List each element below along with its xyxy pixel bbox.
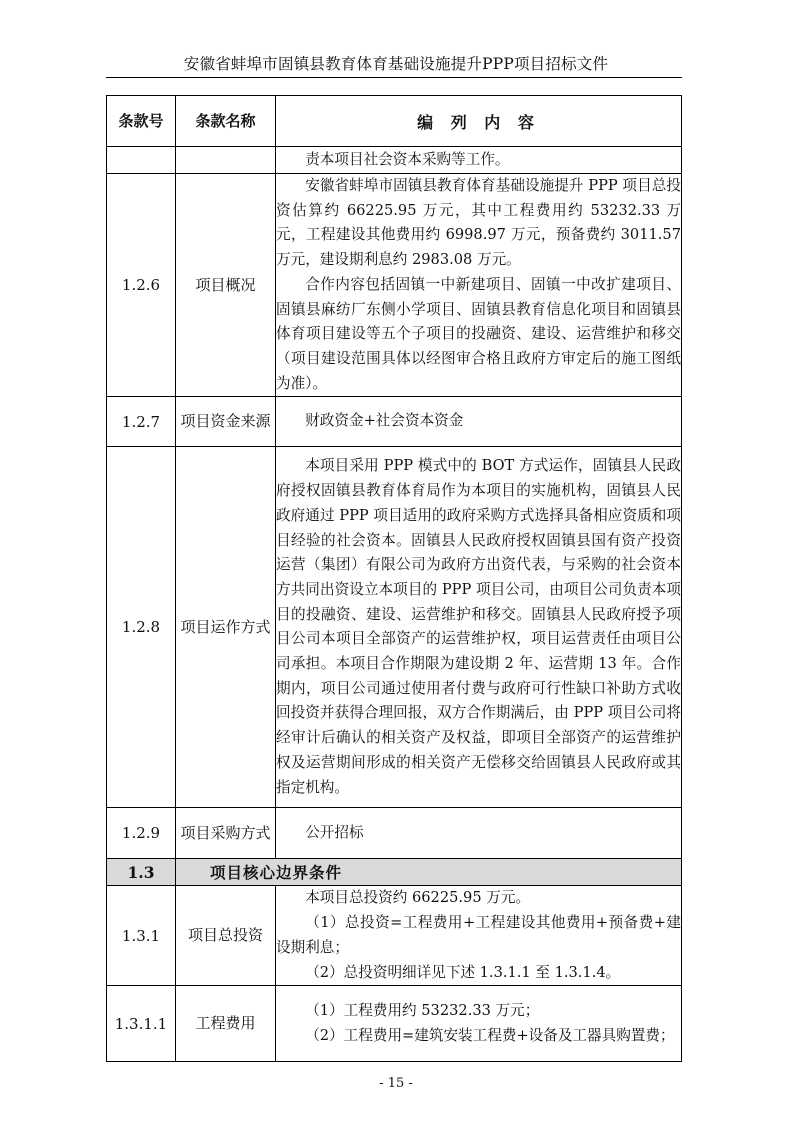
clause-name: 项目资金来源: [176, 397, 276, 447]
table-row: [107, 886, 682, 986]
content-paragraph: 本项目采用 PPP 模式中的 BOT 方式运作，固镇县人民政府授权固镇县教育体育局作为本项目的实施机构，固镇县人民政府通过 PPP 项目适用的政府采购方式选择具备相应资质和项目经验的社会资本。固镇县人民政府授权固镇县国有资产投资运营（集团）有限公司为政府方出资代表，与采购的社会资本方共同出资设立本项目的 PPP 项目公司，由项目公司负责本项目的投融资、建设、运营维护和移交。固镇县人民政府授予项目公司本项目全部资产的运营维护权，项目运营责任由项目公司承担。本项目合作期限为建设期 2 年、运营期 13 年。合作期内，项目公司通过使用者付费与政府可行性缺口补助方式收回投资并获得合理回报，双方合作期满后，由 PPP 项目公司将经审计后确认的相关资产及权益，即项目全部资产的运营维护权及运营期间形成的相关资产无偿移交给固镇县人民政府或其指定机构。: [276, 457, 681, 796]
clause-content: [276, 986, 682, 1062]
clause-name: 项目概况: [176, 174, 276, 397]
content-paragraph: 安徽省蚌埠市固镇县教育体育基础设施提升 PPP 项目总投资估算约 66225.95 万元，其中工程费用约 53232.33 万元，工程建设其他费用约 6998.97 万元，预备费约 3011.57 万元，建设期利息约 2983.08 万元。: [276, 177, 681, 269]
content-paragraph: 本项目总投资约 66225.95 万元。: [305, 889, 531, 907]
clause-no: 1.2.8: [107, 447, 176, 808]
clause-name: [176, 147, 276, 174]
clause-table: [106, 95, 682, 1062]
content-paragraph: （1）工程费用约 53232.33 万元；: [305, 1002, 540, 1020]
content-paragraph: 合作内容包括固镇一中新建项目、固镇一中改扩建项目、固镇县麻纺厂东侧小学项目、固镇县教育信息化项目和固镇县体育项目建设等五个子项目的投融资、建设、运营维护和移交（项目建设范围具体以经图审合格且政府方审定后的施工图纸为准）。: [276, 275, 681, 392]
content-paragraph: （1）总投资=工程费用+工程建设其他费用+预备费+建设期利息；: [276, 914, 681, 956]
clause-no: 1.2.9: [107, 808, 176, 859]
clause-no: 1.2.7: [107, 397, 176, 447]
clause-content: [276, 174, 682, 397]
table-header-row: [107, 96, 682, 147]
content-paragraph: （2）总投资明细详见下述 1.3.1.1 至 1.3.1.4。: [305, 963, 621, 981]
clause-content: [276, 886, 682, 986]
col-header-content: 编 列 内 容: [276, 96, 682, 147]
col-header-clause-no: 条款号: [107, 96, 176, 147]
page-number: - 15 -: [379, 1076, 413, 1091]
header-rule: [106, 77, 682, 78]
clause-name: 项目总投资: [176, 886, 276, 986]
table-row: [107, 397, 682, 447]
clause-name: 项目运作方式: [176, 447, 276, 808]
clause-content: [276, 397, 682, 447]
clause-content: [276, 808, 682, 859]
content-paragraph: 责本项目社会资本采购等工作。: [305, 150, 510, 168]
table-row: [107, 447, 682, 808]
clause-content: [276, 447, 682, 808]
table-row: [107, 147, 682, 174]
content-paragraph: （2）工程费用=建筑安装工程费+设备及工器具购置费；: [305, 1026, 675, 1044]
clause-no: 1.3.1.1: [107, 986, 176, 1062]
clause-no: 1.2.6: [107, 174, 176, 397]
content-paragraph: 公开招标: [305, 823, 364, 841]
section-title: 项目核心边界条件: [176, 859, 682, 886]
content-paragraph: 财政资金+社会资本资金: [305, 412, 464, 430]
col-header-clause-name: 条款名称: [176, 96, 276, 147]
clause-name: 项目采购方式: [176, 808, 276, 859]
table-row: [107, 174, 682, 397]
table-row: [107, 808, 682, 859]
clause-no: 1.3.1: [107, 886, 176, 986]
clause-no: [107, 147, 176, 174]
section-no: 1.3: [107, 859, 176, 886]
table-row: [107, 986, 682, 1062]
section-row: [107, 859, 682, 886]
clause-name: 工程费用: [176, 986, 276, 1062]
clause-content: [276, 147, 682, 174]
page-header-title: 安徽省蚌埠市固镇县教育体育基础设施提升PPP项目招标文件: [183, 55, 609, 73]
